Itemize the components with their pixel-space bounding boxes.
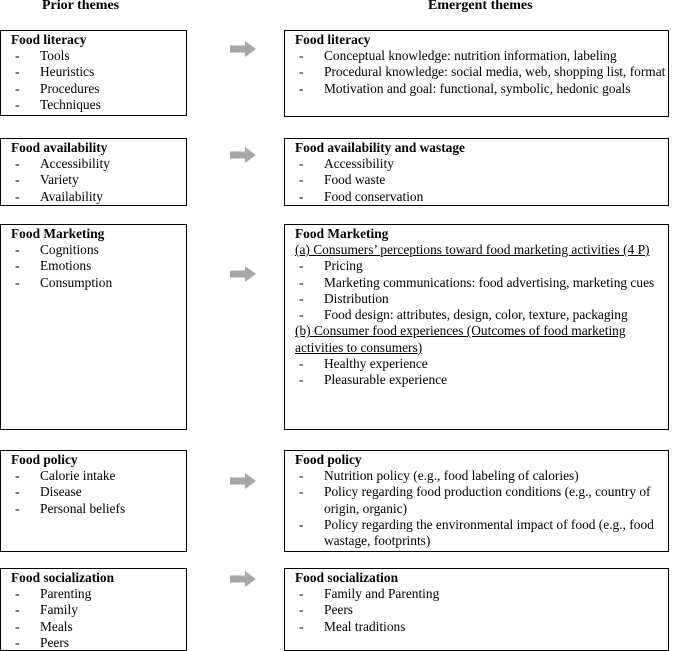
list-item: - Variety bbox=[11, 172, 186, 188]
list-item: - Accessibility bbox=[295, 156, 668, 172]
prior-theme-items bbox=[11, 48, 186, 113]
list-item: - Pricing bbox=[295, 258, 668, 274]
list-item: - Pleasurable experience bbox=[295, 372, 668, 388]
prior-theme-items bbox=[11, 156, 186, 205]
list-item: - Family and Parenting bbox=[295, 586, 668, 602]
list-item: - Food conservation bbox=[295, 189, 668, 205]
arrow-right-icon bbox=[230, 147, 256, 163]
emergent-theme-title: Food policy bbox=[295, 452, 362, 467]
prior-theme-food-availability bbox=[0, 138, 187, 206]
prior-theme-title: Food literacy bbox=[11, 32, 87, 47]
list-item: - Calorie intake bbox=[11, 468, 186, 484]
emergent-theme-items bbox=[295, 48, 668, 97]
arrow-right-icon bbox=[230, 41, 256, 57]
list-item: - Healthy experience bbox=[295, 356, 668, 372]
prior-theme-items bbox=[11, 586, 186, 651]
list-item: - Personal beliefs bbox=[11, 501, 186, 517]
emergent-theme-food-policy bbox=[284, 450, 669, 552]
prior-theme-food-policy bbox=[0, 450, 187, 552]
list-item: - Distribution bbox=[295, 291, 668, 307]
list-item: - Marketing communications: food advertising, marketing cues bbox=[295, 275, 668, 291]
prior-theme-title: Food availability bbox=[11, 140, 108, 155]
emergent-theme-items bbox=[295, 586, 668, 635]
list-item: - Conceptual knowledge: nutrition information, labeling bbox=[295, 48, 668, 64]
emergent-theme-title: Food Marketing bbox=[295, 226, 389, 241]
list-item: - Cognitions bbox=[11, 242, 186, 258]
list-item: - Motivation and goal: functional, symbolic, hedonic goals bbox=[295, 81, 668, 97]
list-item: - Parenting bbox=[11, 586, 186, 602]
prior-theme-food-marketing bbox=[0, 224, 187, 430]
list-item: - Meals bbox=[11, 619, 186, 635]
emergent-theme-items-b bbox=[295, 356, 668, 389]
list-item: - Nutrition policy (e.g., food labeling of calories) bbox=[295, 468, 668, 484]
prior-theme-title: Food socialization bbox=[11, 570, 115, 585]
arrow-right-icon bbox=[230, 571, 256, 587]
list-item: - Peers bbox=[11, 635, 186, 651]
list-item: - Meal traditions bbox=[295, 619, 668, 635]
emergent-theme-title: Food socialization bbox=[295, 570, 399, 585]
prior-theme-food-literacy bbox=[0, 30, 187, 116]
list-item: - Accessibility bbox=[11, 156, 186, 172]
list-item: - Family bbox=[11, 602, 186, 618]
arrow-right-icon bbox=[230, 473, 256, 489]
prior-theme-title: Food policy bbox=[11, 452, 78, 467]
list-item: - Availability bbox=[11, 189, 186, 205]
list-item: - Procedural knowledge: social media, web, shopping list, format bbox=[295, 64, 668, 80]
emergent-theme-items bbox=[295, 468, 668, 549]
list-item: - Techniques bbox=[11, 97, 186, 113]
section-b-heading: (b) Consumer food experiences (Outcomes of food marketing activities to consumers) bbox=[295, 323, 626, 355]
emergent-theme-items bbox=[295, 156, 668, 205]
prior-theme-items bbox=[11, 468, 186, 517]
emergent-theme-title: Food availability and wastage bbox=[295, 140, 466, 155]
emergent-theme-food-socialization bbox=[284, 568, 669, 651]
list-item: - Peers bbox=[295, 602, 668, 618]
header-emergent-themes: Emergent themes bbox=[428, 0, 533, 13]
list-item: - Policy regarding the environmental impact of food (e.g., food wastage, footprints) bbox=[295, 517, 668, 550]
list-item: - Policy regarding food production conditions (e.g., country of origin, organic) bbox=[295, 484, 668, 517]
list-item: - Consumption bbox=[11, 275, 186, 291]
prior-theme-food-socialization bbox=[0, 568, 187, 651]
emergent-theme-food-availability-wastage bbox=[284, 138, 669, 206]
list-item: - Tools bbox=[11, 48, 186, 64]
list-item: - Emotions bbox=[11, 258, 186, 274]
header-prior-themes: Prior themes bbox=[42, 0, 120, 13]
list-item: - Food waste bbox=[295, 172, 668, 188]
emergent-theme-items-a bbox=[295, 258, 668, 323]
emergent-theme-title: Food literacy bbox=[295, 32, 371, 47]
emergent-theme-food-marketing bbox=[284, 224, 669, 430]
emergent-theme-food-literacy bbox=[284, 30, 669, 117]
prior-theme-items bbox=[11, 242, 186, 291]
list-item: - Disease bbox=[11, 484, 186, 500]
section-a-heading: (a) Consumers’ perceptions toward food marketing activities (4 P) bbox=[295, 242, 650, 257]
arrow-right-icon bbox=[230, 266, 256, 282]
list-item: - Heuristics bbox=[11, 64, 186, 80]
list-item: - Procedures bbox=[11, 81, 186, 97]
list-item: - Food design: attributes, design, color, texture, packaging bbox=[295, 307, 668, 323]
prior-theme-title: Food Marketing bbox=[11, 226, 105, 241]
